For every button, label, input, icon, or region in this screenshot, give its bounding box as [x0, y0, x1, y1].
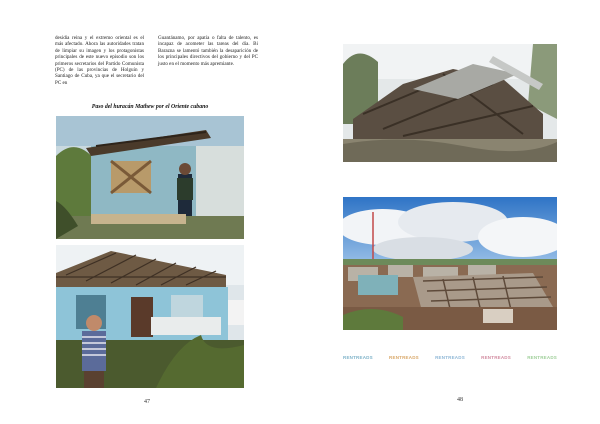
page-number-right: 48	[457, 397, 463, 403]
watermark-text: RENTREADS	[527, 354, 557, 360]
photo-collapsed-wooden-house	[343, 44, 557, 162]
watermark-text: RENTREADS	[389, 354, 419, 360]
right-page	[300, 0, 600, 424]
text-column-2: Guantánamo, por apatía o falta de talento, es incapaz de acometer las tareas del día. Bi Barazna se lamentó también la desaparición de los principales directivos del gobierno y del PC justo en el momento más apremiante.	[158, 35, 258, 67]
watermark-text: RENTREADS	[435, 354, 465, 360]
photo-caption: Paso del huracán Mathew por el Oriente cubano	[91, 104, 209, 110]
watermark-text: RENTREADS	[481, 354, 511, 360]
page-number-left: 47	[144, 399, 150, 405]
text-column-1: desidia reina y el extremo oriental es el más afectado. Ahora las autoridades tratan de limpiar su imagen y los protagonistas principales de este nuevo episodio son los primeros secretarios del Partido Comunista (PC) de las provincias de Holguín y Santiago de Cuba, ya que el secretario del PC en	[55, 35, 144, 86]
watermark-row	[343, 352, 557, 362]
photo-man-by-damaged-house	[56, 116, 244, 239]
photo-aerial-destroyed-town	[343, 197, 557, 330]
photo-blue-house-roof-frame	[56, 245, 244, 388]
watermark-text: RENTREADS	[343, 354, 373, 360]
